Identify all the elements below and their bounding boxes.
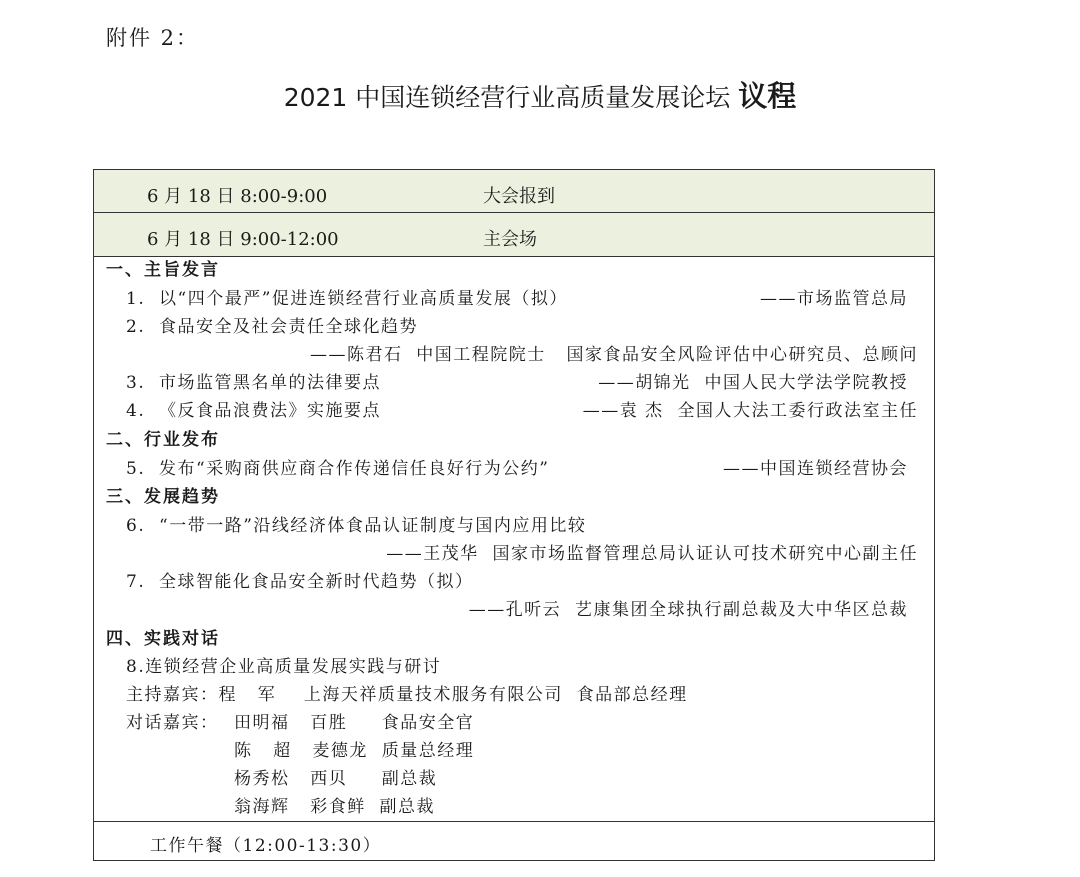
- agenda-item: 6. “一带一路”沿线经济体食品认证制度与国内应用比较: [126, 516, 587, 536]
- section-heading: 四、实践对话: [106, 629, 220, 649]
- agenda-item: 3. 市场监管黑名单的法律要点: [126, 373, 382, 393]
- agenda-item: 8.连锁经营企业高质量发展实践与研讨: [126, 657, 442, 677]
- agenda-item: 1. 以“四个最严”促进连锁经营行业高质量发展（拟）: [126, 289, 568, 309]
- title-suffix: 议程: [738, 79, 797, 113]
- agenda-item: 4. 《反食品浪费法》实施要点: [126, 401, 382, 421]
- dialogue-guest: 翁海辉 彩食鲜 副总裁: [234, 797, 436, 817]
- dialogue-guest: 田明福 百胜 食品安全官: [234, 713, 475, 733]
- agenda-speaker: ——中国连锁经营协会: [723, 459, 908, 479]
- agenda-speaker: ——市场监管总局: [760, 289, 908, 309]
- title-main: 2021 中国连锁经营行业高质量发展论坛: [283, 83, 731, 112]
- section-heading: 三、发展趋势: [106, 487, 220, 507]
- agenda-speaker: ——袁 杰 全国人大法工委行政法室主任: [582, 401, 918, 421]
- agenda-item: 5. 发布“采购商供应商合作传递信任良好行为公约”: [126, 459, 550, 479]
- page-title: [0, 74, 1080, 115]
- agenda-speaker: ——陈君石 中国工程院院士 国家食品安全风险评估中心研究员、总顾问: [309, 345, 918, 365]
- agenda-speaker: ——孔听云 艺康集团全球执行副总裁及大中华区总裁: [468, 600, 908, 620]
- schedule-label: 主会场: [483, 229, 537, 250]
- section-heading: 二、行业发布: [106, 430, 220, 450]
- schedule-row-main-venue: [94, 213, 934, 257]
- dialogue-guest: 杨秀松 西贝 副总裁: [234, 769, 438, 789]
- attachment-label: 附件 2：: [106, 26, 200, 50]
- schedule-time: 6 月 18 日 9:00-12:00: [147, 229, 339, 250]
- section-heading: 一、主旨发言: [106, 260, 220, 280]
- dialogue-guest: 陈 超 麦德龙 质量总经理: [234, 741, 475, 761]
- agenda-item: 2. 食品安全及社会责任全球化趋势: [126, 317, 419, 337]
- agenda-speaker: ——胡锦光 中国人民大学法学院教授: [598, 373, 908, 393]
- agenda-item: 7. 全球智能化食品安全新时代趋势（拟）: [126, 572, 474, 592]
- schedule-time: 6 月 18 日 8:00-9:00: [147, 186, 328, 207]
- agenda-speaker: ——王茂华 国家市场监督管理总局认证认可技术研究中心副主任: [386, 544, 918, 564]
- schedule-label: 大会报到: [483, 186, 555, 207]
- dialogue-host: 主持嘉宾：程 军 上海天祥质量技术服务有限公司 食品部总经理: [126, 685, 688, 705]
- dialogue-guests-label: 对话嘉宾：: [126, 713, 219, 733]
- lunch-row: 工作午餐（12:00-13:30）: [150, 836, 382, 856]
- schedule-row-registration: [94, 170, 934, 213]
- agenda-body: [94, 257, 934, 822]
- agenda-table: [93, 169, 935, 861]
